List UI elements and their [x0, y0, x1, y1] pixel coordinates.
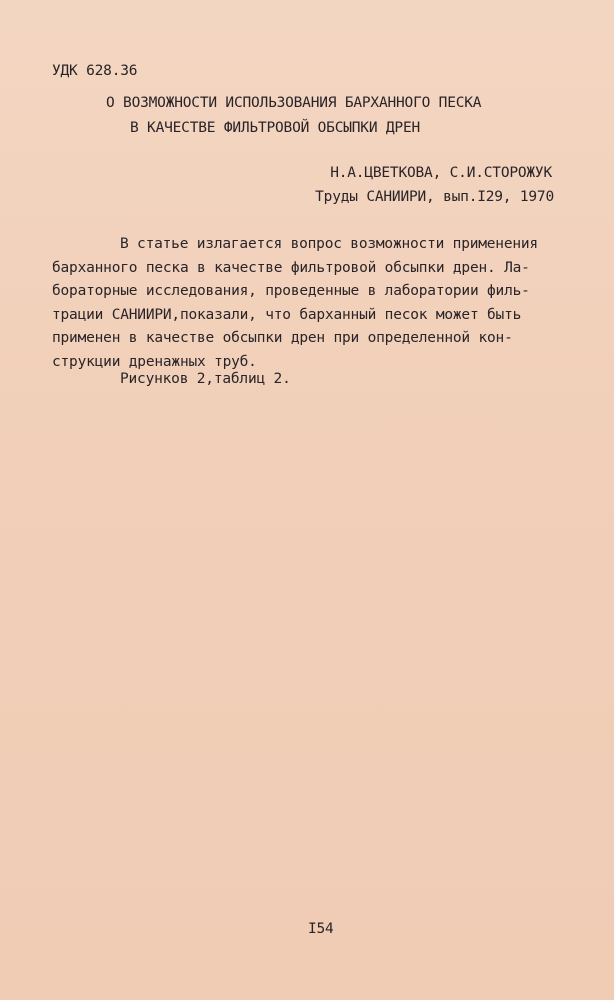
- abstract-line-4: трации САНИИРИ,показали, что барханный песок может быть: [52, 306, 522, 323]
- authors: Н.А.ЦВЕТКОВА, С.И.СТОРОЖУК: [330, 165, 552, 181]
- abstract-line-3: бораторные исследования, проведенные в лаборатории филь-: [52, 283, 530, 299]
- source-reference: Труды САНИИРИ, вып.I29, 1970: [315, 189, 554, 205]
- abstract-line-1: В статье излагается вопрос возможности применения: [120, 236, 538, 252]
- title-line-1: О ВОЗМОЖНОСТИ ИСПОЛЬЗОВАНИЯ БАРХАННОГО ПЕСКА: [106, 95, 482, 111]
- page-number: I54: [308, 921, 334, 937]
- abstract-line-5: применен в качестве обсыпки дрен при определенной кон-: [52, 330, 513, 346]
- title-line-2: В КАЧЕСТВЕ ФИЛЬТРОВОЙ ОБСЫПКИ ДРЕН: [130, 120, 421, 136]
- figures-tables-count: Рисунков 2,таблиц 2.: [120, 371, 291, 387]
- abstract-paragraph: [52, 233, 572, 374]
- abstract-line-6: струкции дренажных труб.: [52, 353, 257, 370]
- udk-code: УДК 628.36: [52, 63, 138, 79]
- abstract-line-2: барханного песка в качестве фильтровой обсыпки дрен. Ла-: [52, 259, 530, 276]
